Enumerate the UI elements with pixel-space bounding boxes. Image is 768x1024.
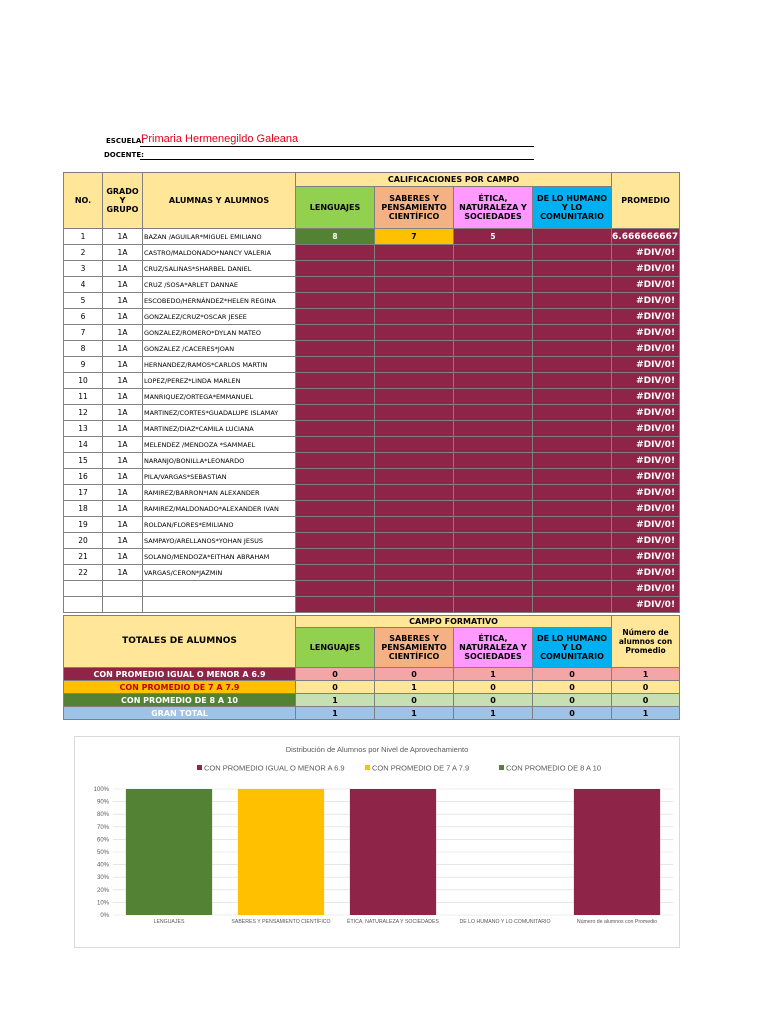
totals-row-high: [64, 694, 680, 707]
escuela-label: ESCUELA:: [106, 137, 145, 145]
grade-humano[interactable]: [533, 277, 612, 293]
student-name: CASTRO/MALDONADO*NANCY VALERIA: [143, 245, 296, 261]
grade-etica[interactable]: [454, 389, 533, 405]
grade-saberes[interactable]: [375, 245, 454, 261]
grade-lenguajes[interactable]: [296, 373, 375, 389]
totals-row-label: CON PROMEDIO IGUAL O MENOR A 6.9: [64, 668, 296, 681]
promedio-value: #DIV/0!: [612, 485, 680, 501]
promedio-value: #DIV/0!: [612, 277, 680, 293]
promedio-value: #DIV/0!: [612, 533, 680, 549]
row-number: 9: [64, 357, 103, 373]
student-name: MELENDEZ /MENDOZA *SAMMAEL: [143, 437, 296, 453]
grade-etica[interactable]: [454, 549, 533, 565]
row-number: 2: [64, 245, 103, 261]
grade-row: [64, 357, 680, 373]
row-number: 12: [64, 405, 103, 421]
header-lenguajes: LENGUAJES: [296, 187, 375, 229]
grade-row: [64, 421, 680, 437]
x-tick-label: DE LO HUMANO Y LO COMUNITARIO: [459, 919, 551, 925]
grade-row: [64, 469, 680, 485]
grade-row: [64, 517, 680, 533]
grade-lenguajes[interactable]: [296, 501, 375, 517]
student-name: LOPEZ/PEREZ*LINDA MARLEN: [143, 373, 296, 389]
student-name: [143, 581, 296, 597]
totals-value: 1: [375, 681, 454, 694]
header-saberes: SABERES Y PENSAMIENTO CIENTÍFICO: [375, 187, 454, 229]
totals-value: 0: [296, 668, 375, 681]
promedio-value: #DIV/0!: [612, 373, 680, 389]
docente-underline: [140, 159, 534, 160]
student-name: NARANJO/BONILLA*LEONARDO: [143, 453, 296, 469]
grade-humano[interactable]: [533, 581, 612, 597]
grade-humano[interactable]: [533, 469, 612, 485]
row-number: 18: [64, 501, 103, 517]
grade-humano[interactable]: [533, 437, 612, 453]
promedio-value: #DIV/0!: [612, 293, 680, 309]
grade-lenguajes[interactable]: [296, 293, 375, 309]
grade-etica[interactable]: [454, 245, 533, 261]
row-grupo: 1A: [103, 293, 143, 309]
totals-value: 0: [375, 668, 454, 681]
grade-lenguajes[interactable]: [296, 549, 375, 565]
student-name: GONZALEZ/ROMERO*DYLAN MATEO: [143, 325, 296, 341]
grade-row: [64, 437, 680, 453]
grade-lenguajes[interactable]: 8: [296, 229, 375, 245]
row-grupo: 1A: [103, 325, 143, 341]
y-tick-label: 60%: [96, 837, 109, 844]
row-number: 1: [64, 229, 103, 245]
grade-row: [64, 341, 680, 357]
grade-saberes[interactable]: [375, 261, 454, 277]
grade-saberes[interactable]: [375, 469, 454, 485]
grade-etica[interactable]: [454, 293, 533, 309]
y-tick-label: 100%: [93, 787, 109, 793]
totals-value: 0: [533, 707, 612, 720]
y-tick-label: 30%: [96, 875, 109, 882]
row-number: 6: [64, 309, 103, 325]
row-number: 19: [64, 517, 103, 533]
grade-row: [64, 373, 680, 389]
row-number: 20: [64, 533, 103, 549]
row-number: 10: [64, 373, 103, 389]
grade-humano[interactable]: [533, 485, 612, 501]
grade-lenguajes[interactable]: [296, 533, 375, 549]
totals-value: 0: [533, 681, 612, 694]
grade-humano[interactable]: [533, 245, 612, 261]
grade-saberes[interactable]: [375, 517, 454, 533]
grade-lenguajes[interactable]: [296, 389, 375, 405]
promedio-value: #DIV/0!: [612, 437, 680, 453]
promedio-value: #DIV/0!: [612, 357, 680, 373]
totals-value: 1: [454, 707, 533, 720]
grade-humano[interactable]: [533, 341, 612, 357]
totals-value: 0: [375, 694, 454, 707]
row-grupo: 1A: [103, 357, 143, 373]
header-numero-alumnos: Número de alumnos con Promedio: [612, 616, 680, 668]
row-grupo: 1A: [103, 229, 143, 245]
grade-etica[interactable]: [454, 341, 533, 357]
school-name: Primaria Hermenegildo Galeana: [141, 133, 299, 145]
grade-humano[interactable]: [533, 501, 612, 517]
grade-lenguajes[interactable]: [296, 565, 375, 581]
grade-etica[interactable]: [454, 277, 533, 293]
grade-row: [64, 501, 680, 517]
header-campo-formativo: CAMPO FORMATIVO: [296, 616, 612, 628]
promedio-value: #DIV/0!: [612, 453, 680, 469]
totals-value: 0: [612, 694, 680, 707]
grade-etica[interactable]: [454, 325, 533, 341]
promedio-value: #DIV/0!: [612, 261, 680, 277]
promedio-value: 6.666666667: [612, 229, 680, 245]
totals-value: 1: [375, 707, 454, 720]
row-grupo: 1A: [103, 501, 143, 517]
grade-saberes[interactable]: [375, 389, 454, 405]
grade-row: [64, 245, 680, 261]
totals-row-label: GRAN TOTAL: [64, 707, 296, 720]
grade-lenguajes[interactable]: [296, 581, 375, 597]
grade-row: [64, 533, 680, 549]
promedio-value: #DIV/0!: [612, 405, 680, 421]
totals-header-lenguajes: LENGUAJES: [296, 628, 375, 668]
promedio-value: #DIV/0!: [612, 501, 680, 517]
grade-etica[interactable]: [454, 437, 533, 453]
grade-lenguajes[interactable]: [296, 277, 375, 293]
grade-saberes[interactable]: [375, 549, 454, 565]
y-tick-label: 50%: [96, 850, 109, 856]
escuela-underline: [140, 146, 534, 147]
row-grupo: 1A: [103, 453, 143, 469]
grade-saberes[interactable]: [375, 533, 454, 549]
row-grupo: 1A: [103, 485, 143, 501]
y-tick-label: 90%: [96, 799, 109, 806]
grade-etica[interactable]: [454, 469, 533, 485]
y-tick-label: 20%: [96, 887, 109, 894]
grade-lenguajes[interactable]: [296, 469, 375, 485]
grade-row: [64, 453, 680, 469]
grade-humano[interactable]: [533, 405, 612, 421]
grade-humano[interactable]: [533, 293, 612, 309]
row-grupo: 1A: [103, 245, 143, 261]
grade-row: [64, 485, 680, 501]
header-totales: TOTALES DE ALUMNOS: [64, 616, 296, 668]
student-name: [143, 597, 296, 613]
student-name: ESCOBEDO/HERNÁNDEZ*HELEN REGINA: [143, 293, 296, 309]
chart-bar: [574, 789, 660, 915]
grade-humano[interactable]: [533, 565, 612, 581]
grade-humano[interactable]: [533, 453, 612, 469]
grade-etica[interactable]: [454, 501, 533, 517]
grade-etica[interactable]: [454, 581, 533, 597]
student-name: CRUZ /SOSA*ARLET DANNAE: [143, 277, 296, 293]
grade-etica[interactable]: [454, 261, 533, 277]
grade-row: [64, 293, 680, 309]
grade-humano[interactable]: [533, 373, 612, 389]
grade-humano[interactable]: [533, 421, 612, 437]
promedio-value: #DIV/0!: [612, 341, 680, 357]
grade-row: [64, 261, 680, 277]
student-name: ROLDAN/FLORES*EMILIANO: [143, 517, 296, 533]
grade-lenguajes[interactable]: [296, 437, 375, 453]
grade-etica[interactable]: [454, 453, 533, 469]
row-number: [64, 581, 103, 597]
grade-saberes[interactable]: [375, 597, 454, 613]
grade-saberes[interactable]: [375, 341, 454, 357]
chart-svg: [75, 737, 679, 947]
student-name: MANRIQUEZ/ORTEGA*EMMANUEL: [143, 389, 296, 405]
grade-saberes[interactable]: [375, 293, 454, 309]
y-tick-label: 40%: [96, 862, 109, 869]
student-name: SOLANO/MENDOZA*EITHAN ABRAHAM: [143, 549, 296, 565]
grade-lenguajes[interactable]: [296, 245, 375, 261]
row-number: 21: [64, 549, 103, 565]
grade-saberes[interactable]: [375, 357, 454, 373]
grade-saberes[interactable]: [375, 325, 454, 341]
legend-swatch: [365, 765, 370, 770]
grade-saberes[interactable]: 7: [375, 229, 454, 245]
grade-row: [64, 389, 680, 405]
legend-swatch: [197, 765, 202, 770]
row-number: 3: [64, 261, 103, 277]
chart-bar: [350, 789, 436, 915]
y-tick-label: 80%: [96, 812, 109, 819]
row-grupo: [103, 597, 143, 613]
row-grupo: 1A: [103, 309, 143, 325]
grade-etica[interactable]: [454, 421, 533, 437]
grade-humano[interactable]: [533, 229, 612, 245]
x-tick-label: Número de alumnos con Promedio: [576, 919, 658, 925]
row-number: 17: [64, 485, 103, 501]
grade-lenguajes[interactable]: [296, 261, 375, 277]
promedio-value: #DIV/0!: [612, 565, 680, 581]
row-number: 11: [64, 389, 103, 405]
chart-title: Distribución de Alumnos por Nivel de Aprovechamiento: [285, 745, 469, 754]
y-tick-label: 70%: [96, 824, 109, 831]
row-grupo: 1A: [103, 565, 143, 581]
grade-etica[interactable]: [454, 565, 533, 581]
row-number: 4: [64, 277, 103, 293]
grade-saberes[interactable]: [375, 405, 454, 421]
totals-row-label: CON PROMEDIO DE 8 A 10: [64, 694, 296, 707]
grade-row: [64, 597, 680, 613]
student-name: SAMPAYO/ARELLANOS*YOHAN JESUS: [143, 533, 296, 549]
promedio-value: #DIV/0!: [612, 469, 680, 485]
row-number: 5: [64, 293, 103, 309]
grade-humano[interactable]: [533, 549, 612, 565]
y-tick-label: 10%: [96, 900, 109, 907]
grade-lenguajes[interactable]: [296, 341, 375, 357]
grade-humano[interactable]: [533, 597, 612, 613]
student-name: GONZALEZ /CACERES*JOAN: [143, 341, 296, 357]
grade-saberes[interactable]: [375, 501, 454, 517]
totals-value: 1: [454, 668, 533, 681]
header-alumnos: ALUMNAS Y ALUMNOS: [143, 173, 296, 229]
grade-saberes[interactable]: [375, 437, 454, 453]
promedio-value: #DIV/0!: [612, 517, 680, 533]
row-grupo: 1A: [103, 389, 143, 405]
row-grupo: 1A: [103, 549, 143, 565]
chart-bar: [126, 789, 212, 915]
grade-humano[interactable]: [533, 309, 612, 325]
totals-header-saberes: SABERES Y PENSAMIENTO CIENTÍFICO: [375, 628, 454, 668]
student-name: BAZAN /AGUILAR*MIGUEL EMILIANO: [143, 229, 296, 245]
student-name: RAMIREZ/MALDONADO*ALEXANDER IVAN: [143, 501, 296, 517]
promedio-value: #DIV/0!: [612, 581, 680, 597]
grade-lenguajes[interactable]: [296, 405, 375, 421]
grade-etica[interactable]: [454, 533, 533, 549]
row-grupo: 1A: [103, 517, 143, 533]
row-number: 22: [64, 565, 103, 581]
student-name: RAMIREZ/BARRON*IAN ALEXANDER: [143, 485, 296, 501]
row-number: [64, 597, 103, 613]
grade-saberes[interactable]: [375, 421, 454, 437]
student-name: VARGAS/CERON*JAZMIN: [143, 565, 296, 581]
grade-row: [64, 405, 680, 421]
x-tick-label: ÉTICA, NATURALEZA Y SOCIEDADES: [347, 919, 439, 925]
grade-saberes[interactable]: [375, 485, 454, 501]
totals-row-label: CON PROMEDIO DE 7 A 7.9: [64, 681, 296, 694]
header-etica: ÉTICA, NATURALEZA Y SOCIEDADES: [454, 187, 533, 229]
row-number: 16: [64, 469, 103, 485]
header-humano: DE LO HUMANO Y LO COMUNITARIO: [533, 187, 612, 229]
row-number: 13: [64, 421, 103, 437]
grade-row: [64, 549, 680, 565]
totals-row-grand: [64, 707, 680, 720]
totals-value: 1: [296, 707, 375, 720]
grade-saberes[interactable]: [375, 581, 454, 597]
x-tick-label: LENGUAJES: [153, 919, 185, 925]
header-calificaciones: CALIFICACIONES POR CAMPO: [296, 173, 612, 187]
row-grupo: 1A: [103, 405, 143, 421]
row-grupo: 1A: [103, 373, 143, 389]
row-number: 8: [64, 341, 103, 357]
grade-etica[interactable]: [454, 485, 533, 501]
promedio-value: #DIV/0!: [612, 389, 680, 405]
row-number: 7: [64, 325, 103, 341]
grade-row: [64, 581, 680, 597]
grade-saberes[interactable]: [375, 309, 454, 325]
legend-label: CON PROMEDIO DE 7 A 7.9: [372, 763, 470, 773]
grade-etica[interactable]: [454, 357, 533, 373]
grade-etica[interactable]: [454, 517, 533, 533]
totals-value: 0: [454, 681, 533, 694]
promedio-value: #DIV/0!: [612, 245, 680, 261]
grades-table: [63, 172, 680, 613]
grade-etica[interactable]: [454, 373, 533, 389]
student-name: CRUZ/SALINAS*SHARBEL DANIEL: [143, 261, 296, 277]
totals-table: [63, 615, 680, 720]
row-grupo: [103, 581, 143, 597]
grade-row: [64, 565, 680, 581]
student-name: MARTINEZ/DIAZ*CAMILA LUCIANA: [143, 421, 296, 437]
header-promedio: PROMEDIO: [612, 173, 680, 229]
x-tick-label: SABERES Y PENSAMIENTO CIENTÍFICO: [231, 919, 331, 925]
grade-saberes[interactable]: [375, 373, 454, 389]
row-grupo: 1A: [103, 437, 143, 453]
grade-row: [64, 325, 680, 341]
grade-etica[interactable]: [454, 597, 533, 613]
grade-humano[interactable]: [533, 357, 612, 373]
header-no: NO.: [64, 173, 103, 229]
grade-humano[interactable]: [533, 517, 612, 533]
totals-value: 0: [533, 694, 612, 707]
totals-row-mid: [64, 681, 680, 694]
totals-value: 1: [296, 694, 375, 707]
row-grupo: 1A: [103, 469, 143, 485]
totals-header-etica: ÉTICA, NATURALEZA Y SOCIEDADES: [454, 628, 533, 668]
distribution-chart: [74, 736, 680, 948]
promedio-value: #DIV/0!: [612, 421, 680, 437]
grade-humano[interactable]: [533, 325, 612, 341]
grade-saberes[interactable]: [375, 453, 454, 469]
grade-lenguajes[interactable]: [296, 325, 375, 341]
docente-label: DOCENTE:: [104, 151, 144, 159]
grade-row: [64, 229, 680, 245]
student-name: HERNANDEZ/RAMOS*CARLOS MARTIN: [143, 357, 296, 373]
totals-value: 0: [533, 668, 612, 681]
grade-lenguajes[interactable]: [296, 309, 375, 325]
row-grupo: 1A: [103, 261, 143, 277]
grade-humano[interactable]: [533, 261, 612, 277]
row-grupo: 1A: [103, 533, 143, 549]
grade-lenguajes[interactable]: [296, 597, 375, 613]
grade-row: [64, 309, 680, 325]
row-grupo: 1A: [103, 277, 143, 293]
totals-value: 0: [454, 694, 533, 707]
grade-lenguajes[interactable]: [296, 421, 375, 437]
promedio-value: #DIV/0!: [612, 549, 680, 565]
header-grado: GRADO Y GRUPO: [103, 173, 143, 229]
grade-humano[interactable]: [533, 389, 612, 405]
grade-saberes[interactable]: [375, 565, 454, 581]
row-number: 15: [64, 453, 103, 469]
row-grupo: 1A: [103, 341, 143, 357]
totals-row-low: [64, 668, 680, 681]
promedio-value: #DIV/0!: [612, 325, 680, 341]
student-name: GONZALEZ/CRUZ*OSCAR JESEE: [143, 309, 296, 325]
totals-value: 0: [612, 681, 680, 694]
totals-value: 1: [612, 707, 680, 720]
grade-lenguajes[interactable]: [296, 357, 375, 373]
grade-etica[interactable]: 5: [454, 229, 533, 245]
student-name: MARTINEZ/CORTES*GUADALUPE ISLAMAY: [143, 405, 296, 421]
grade-row: [64, 277, 680, 293]
promedio-value: #DIV/0!: [612, 309, 680, 325]
legend-swatch: [499, 765, 504, 770]
grade-lenguajes[interactable]: [296, 517, 375, 533]
chart-bar: [238, 789, 324, 915]
grade-etica[interactable]: [454, 309, 533, 325]
totals-value: 1: [612, 668, 680, 681]
student-name: PILA/VARGAS*SEBASTIAN: [143, 469, 296, 485]
row-grupo: 1A: [103, 421, 143, 437]
grade-saberes[interactable]: [375, 277, 454, 293]
legend-label: CON PROMEDIO IGUAL O MENOR A 6.9: [204, 763, 345, 773]
promedio-value: #DIV/0!: [612, 597, 680, 613]
y-tick-label: 0%: [100, 913, 109, 919]
totals-header-humano: DE LO HUMANO Y LO COMUNITARIO: [533, 628, 612, 668]
grade-lenguajes[interactable]: [296, 485, 375, 501]
grade-etica[interactable]: [454, 405, 533, 421]
row-number: 14: [64, 437, 103, 453]
legend-label: CON PROMEDIO DE 8 A 10: [506, 763, 602, 773]
grade-lenguajes[interactable]: [296, 453, 375, 469]
grade-humano[interactable]: [533, 533, 612, 549]
totals-value: 0: [296, 681, 375, 694]
